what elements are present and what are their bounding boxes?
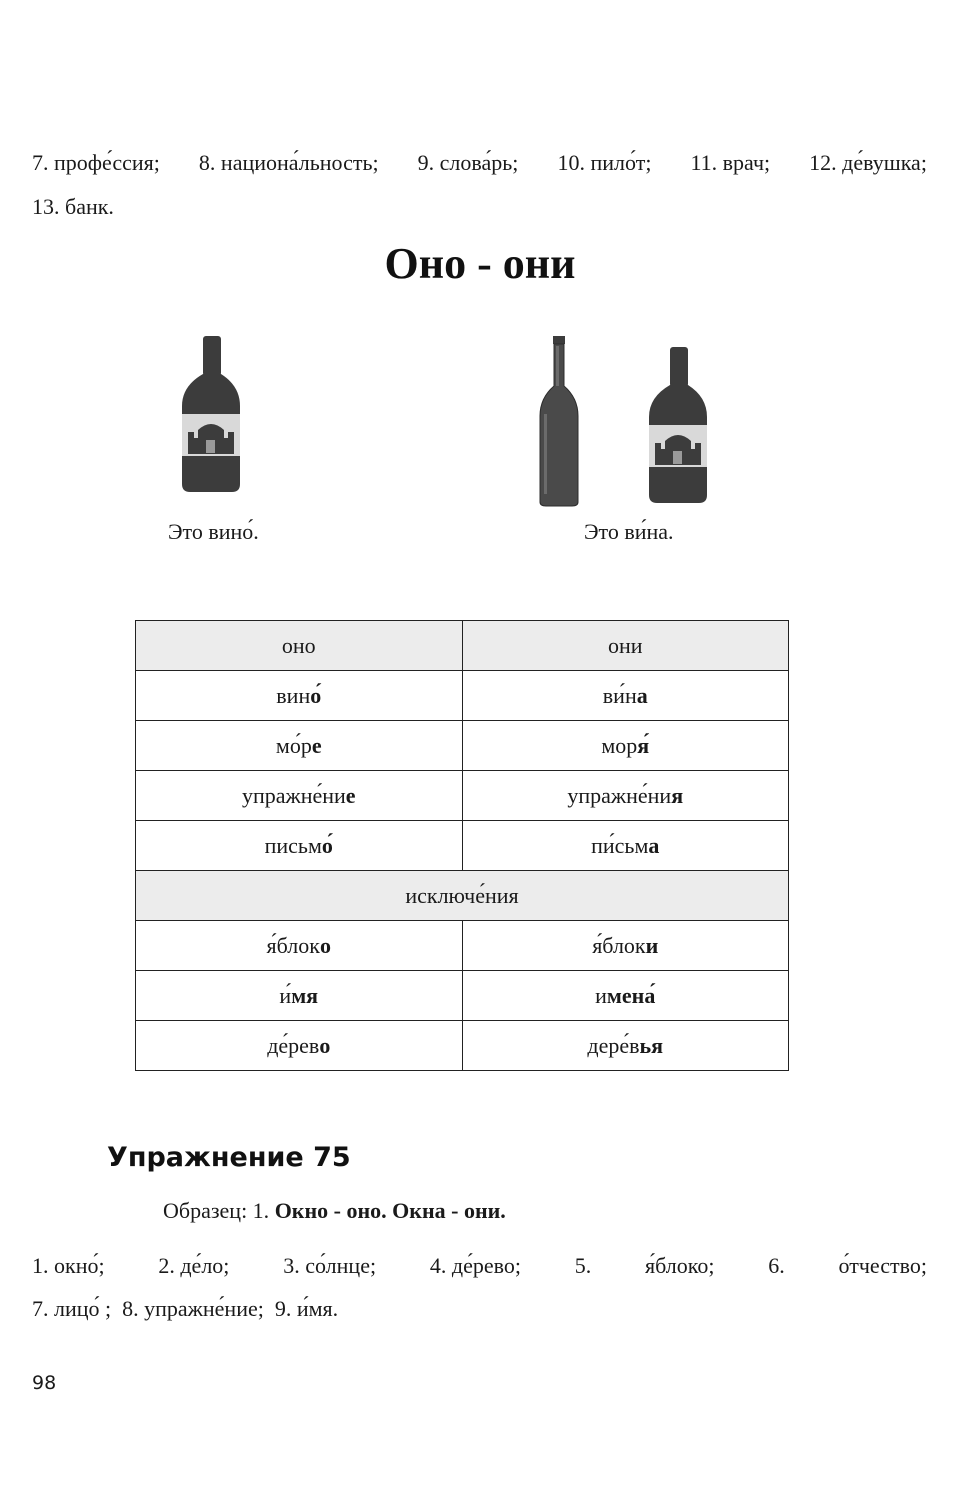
plural-form: дере́вья <box>462 1021 789 1071</box>
list-item: 2. де́ло; <box>158 1253 230 1278</box>
list-item: 8. национа́льность; <box>198 150 379 175</box>
plural-form: моря́ <box>462 721 789 771</box>
singular-form: мо́ре <box>136 721 463 771</box>
list-item: 11. врач; <box>690 150 771 175</box>
sample-answer: Окно - оно. Окна - они. <box>274 1198 506 1223</box>
singular-form: письмо́ <box>136 821 463 871</box>
wine-bottle-icon <box>643 345 713 505</box>
exceptions-row <box>136 871 789 921</box>
caption-singular: Это вино́. <box>168 519 259 544</box>
table-row <box>136 921 789 971</box>
list-item: о́тчество; <box>838 1253 927 1278</box>
tall-bottle-icon <box>534 334 584 509</box>
header-plural: они <box>462 621 789 671</box>
section-title: Оно - они <box>384 239 576 288</box>
list-item: я́блоко; <box>645 1253 715 1278</box>
list-item: 12. де́вушка; <box>809 150 927 175</box>
page-number: 98 <box>32 1372 57 1394</box>
singular-form: де́рево <box>136 1021 463 1071</box>
list-item: 1. окно́; <box>32 1253 105 1278</box>
table-row <box>136 1021 789 1071</box>
table-row <box>136 771 789 821</box>
table-header-row <box>136 621 789 671</box>
wine-bottle-icon <box>176 334 246 494</box>
list-item: 3. со́лнце; <box>283 1253 377 1278</box>
list-item: 7. профе́ссия; <box>32 150 160 175</box>
singular-form: вино́ <box>136 671 463 721</box>
exercise-items-line-2: 7. лицо́ ; 8. упражне́ние; 9. и́мя. <box>32 1296 339 1321</box>
exercise-heading: Упражнение 75 <box>107 1142 351 1173</box>
singular-form: и́мя <box>136 971 463 1021</box>
plural-form: я́блоки <box>462 921 789 971</box>
list-item: 6. <box>768 1253 785 1278</box>
caption-plural: Это ви́на. <box>584 519 674 544</box>
list-item: 5. <box>574 1253 592 1278</box>
plural-form: ви́на <box>462 671 789 721</box>
list-item: 10. пило́т; <box>557 150 652 175</box>
table-row <box>136 671 789 721</box>
plural-form: упражне́ния <box>462 771 789 821</box>
table-row <box>136 721 789 771</box>
word-list-line-1 <box>32 150 927 176</box>
plural-form: пи́сьма <box>462 821 789 871</box>
singular-form: я́блоко <box>136 921 463 971</box>
list-item: 4. де́рево; <box>429 1253 521 1278</box>
plural-form: имена́ <box>462 971 789 1021</box>
list-item: 9. слова́рь; <box>417 150 519 175</box>
word-list-line-2: 13. банк. <box>32 194 114 219</box>
singular-plural-table <box>135 620 789 1071</box>
exercise-items-line-1 <box>32 1253 927 1279</box>
exercise-sample <box>163 1198 506 1224</box>
header-singular: оно <box>136 621 463 671</box>
sample-label: Образец: 1. <box>163 1198 270 1223</box>
singular-form: упражне́ние <box>136 771 463 821</box>
table-row <box>136 821 789 871</box>
exceptions-label: исключе́ния <box>136 871 789 921</box>
table-row <box>136 971 789 1021</box>
